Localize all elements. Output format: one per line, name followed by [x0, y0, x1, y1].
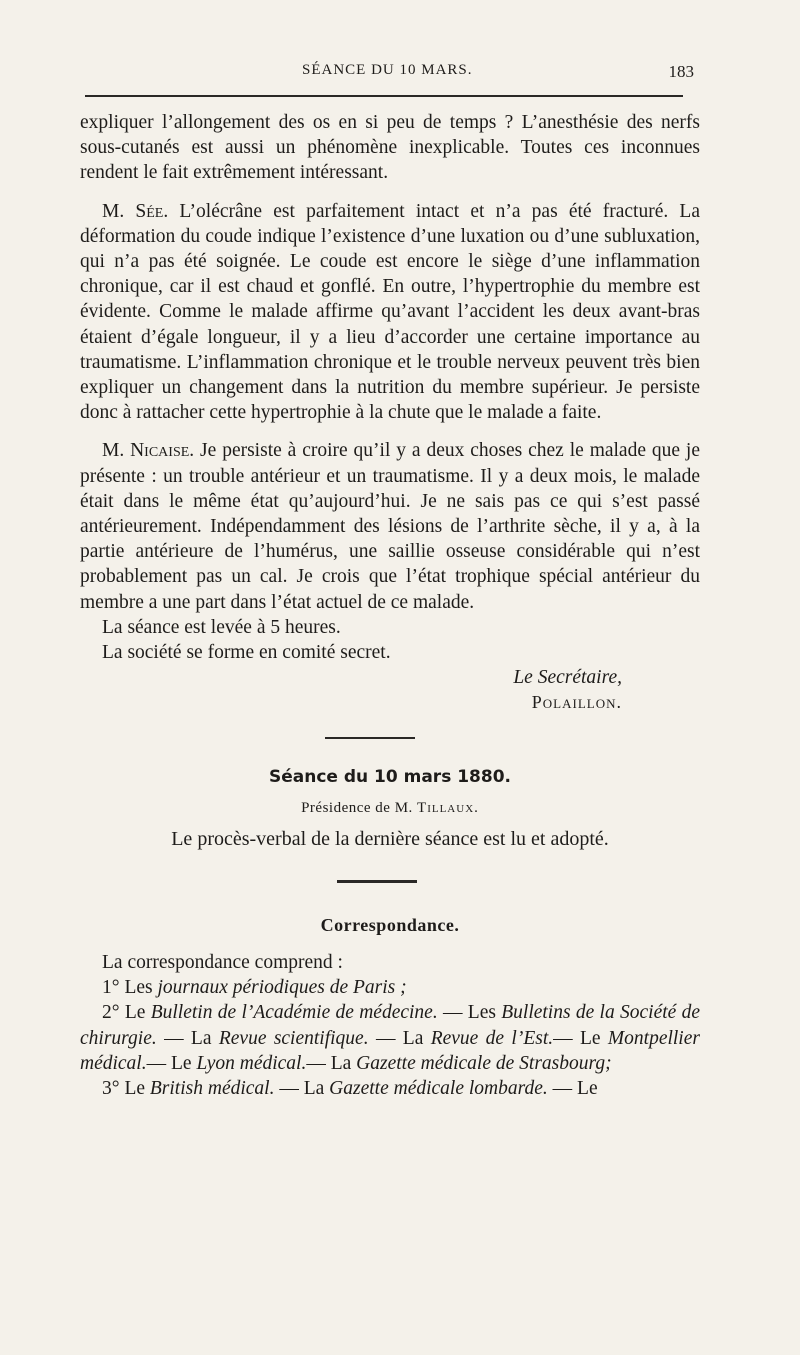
section-divider [337, 880, 417, 883]
periodical-title: Gazette médicale de Strasbourg; [356, 1052, 612, 1074]
paragraph-comite-secret: La société se forme en comité secret. [102, 642, 391, 664]
running-header [80, 58, 700, 86]
periodical-title: Bulletin de l’Académie de médecine. [150, 1002, 438, 1024]
speaker-name: M. Sée. [102, 200, 169, 222]
signature-name: Polaillon. [531, 692, 622, 713]
correspondance-item-2: 2° Le Bulletin de l’Académie de médecine. — Les Bulletins de la Société de chirurgie. — La Revue scientifique. — La Revue de l’Est.— Le Montpellier médical.— Le Lyon médical.— La Gazette médicale de Strasbourg; [80, 1002, 700, 1074]
signature-block [80, 665, 700, 715]
minutes-line: Le procès-verbal de la dernière séance est lu et adopté. [171, 828, 609, 851]
correspondance-item-1: 1° Les journaux périodiques de Paris ; [102, 977, 407, 999]
correspondance-intro: La correspondance comprend : [102, 952, 343, 974]
periodical-title: Revue de l’Est. [430, 1027, 554, 1049]
periodical-title: Revue scientifique. [218, 1027, 369, 1049]
president-name: Tillaux. [417, 799, 479, 816]
correspondance-item-3: 3° Le British médical. — La Gazette médicale lombarde. — Le [102, 1078, 598, 1100]
periodical-title: British médical. [149, 1078, 275, 1100]
paragraph-text: Je persiste à croire qu’il y a deux choses chez le malade que je présente : un trouble antérieur et un traumatisme. Il y a deux mois, le malade était dans le même état qu’aujourd’hui. Je ne sais pas ce qui s’est passé antérieurement. Indépendamment des lésions de l’arthrite sèche, il y a, à la partie antérieure de l’humérus, une saillie osseuse considérable qui n’est probablement pas un cal. Je crois que l’état trophique spécial antérieur du membre a une part dans l’état actuel de ce malade. [80, 440, 700, 613]
paragraph-text: L’olécrâne est parfaitement intact et n’a pas été fracturé. La déformation du coude indique l’existence d’une luxation ou d’une subluxation, qui n’a pas été soignée. Le coude est encore le siège d’une inflammation chronique, car il est chaud et gonflé. En outre, l’hypertrophie du membre est évidente. Comme le malade affirme qu’avant l’accident les deux avant-bras étaient d’égale longueur, il y a lieu d’accorder une certaine importance au traumatisme. L’inflammation chronique et le trouble nerveux peuvent très bien expliquer un changement dans la nutrition du membre supérieur. Je persiste donc à rattacher cette hypertrophie à la chute que le malade a faite. [80, 200, 700, 424]
item-number: 1° [102, 977, 120, 999]
header-rule [85, 95, 683, 97]
session-title: Séance du 10 mars 1880. [268, 766, 512, 787]
running-title: SÉANCE DU 10 MARS. [302, 62, 473, 78]
periodical-title: journaux périodiques de Paris ; [157, 977, 407, 999]
speaker-name: M. Nicaise. [102, 440, 195, 462]
correspondance-title: Correspondance. [320, 914, 460, 935]
page-body [80, 110, 700, 1101]
signature-role: Le Secrétaire, [513, 667, 622, 689]
page-number: 183 [668, 62, 694, 81]
presidence-label: Présidence de M. [301, 799, 413, 816]
periodical-title: Montpellier médical. [80, 1027, 700, 1074]
paragraph-continuation: expliquer l’allongement des os en si peu de temps ? L’anesthésie des nerfs sous-cutanés est aussi un phénomène inexplicable. Toutes ces inconnues rendent le fait extrêmement intéressant. [80, 112, 700, 184]
paragraph-nicaise [80, 438, 700, 614]
item-number: 3° [102, 1078, 120, 1100]
periodical-title: Lyon médical. [196, 1052, 307, 1074]
item-number: 2° [102, 1002, 120, 1024]
presidence-line [80, 796, 700, 821]
paragraph-seance-levee: La séance est levée à 5 heures. [102, 616, 341, 638]
paragraph-see [80, 199, 700, 426]
section-divider [325, 737, 415, 739]
periodical-title: Bulletins de la Société de chirurgie. [80, 1002, 700, 1049]
periodical-title: Gazette médicale lombarde. [329, 1078, 548, 1100]
